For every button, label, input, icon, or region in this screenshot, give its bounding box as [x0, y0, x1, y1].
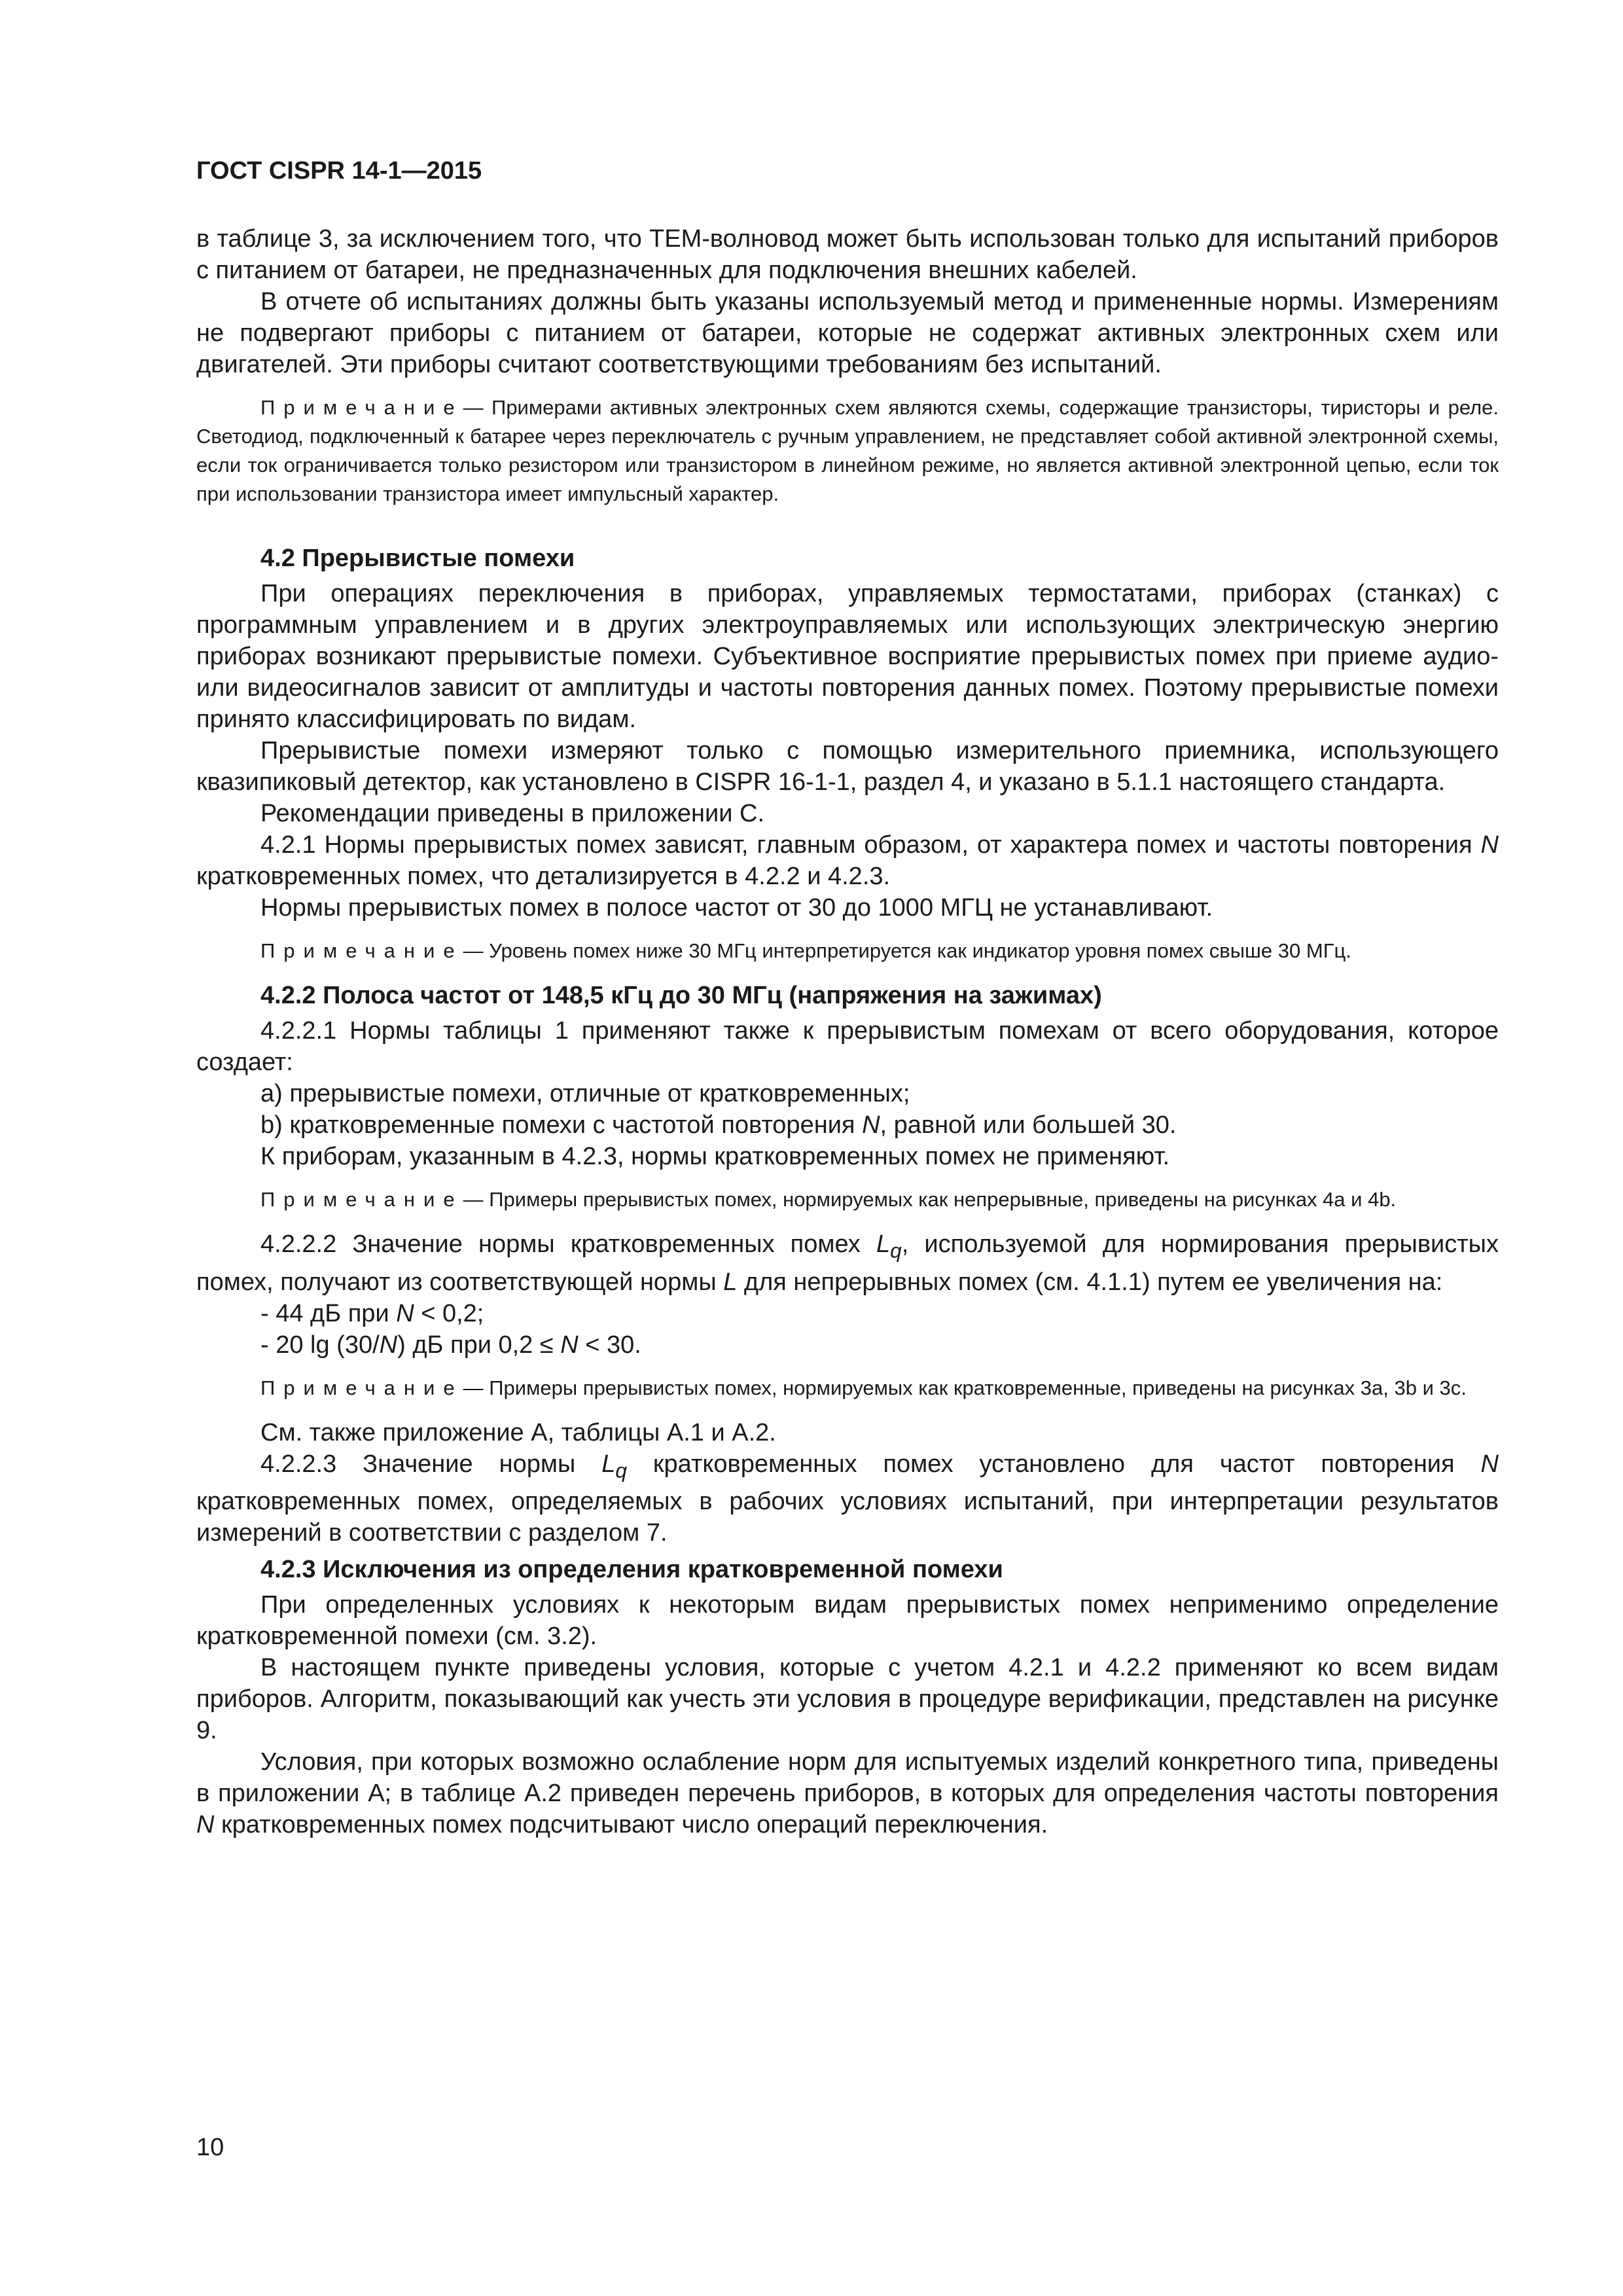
paragraph: 4.2.2.2 Значение нормы кратковременных помех $L_q$, используемой для нормирования прерывистых помех, получают из соответствующей нормы L для непрерывных помех (см. 4.1.1) путем ее увеличения на:	[196, 1230, 1499, 1296]
paragraph: См. также приложение А, таблицы А.1 и А.2.	[260, 1418, 776, 1446]
note: Примечание— Уровень помех ниже 30 МГц интерпретируется как индикатор уровня помех свыше 30 МГц.	[260, 939, 1351, 962]
subsection-heading: 4.2.2 Полоса частот от 148,5 кГц до 30 МГц (напряжения на зажимах)	[260, 982, 1102, 1009]
document-header: ГОСТ CISPR 14-1—2015	[196, 157, 482, 185]
list-item: - 20 lg (30/N) дБ при 0,2 ≤ N < 30.	[260, 1331, 641, 1359]
paragraph: При определенных условиях к некоторым видам прерывистых помех неприменимо определение кратковременной помехи (см. 3.2).	[196, 1591, 1499, 1651]
paragraph: Нормы прерывистых помех в полосе частот от 30 до 1000 МГЦ не устанавливают.	[260, 894, 1213, 922]
paragraph: В отчете об испытаниях должны быть указаны используемый метод и примененные нормы. Измерениям не подвергают приборы с питанием от батареи, которые не содержат активных электронных схем или двигателей. Эти приборы считают соответствующими требованиям без испытаний.	[196, 288, 1499, 378]
note-label: Примечание	[260, 396, 463, 419]
section-heading: 4.2 Прерывистые помехи	[260, 545, 575, 572]
paragraph: Прерывистые помехи измеряют только с помощью измерительного приемника, использующего квазипиковый детектор, как установлено в CISPR 16-1-1, раздел 4, и указано в 5.1.1 настоящего стандарта.	[196, 737, 1499, 796]
paragraph: Рекомендации приведены в приложении С.	[260, 800, 765, 827]
note: Примечание— Примерами активных электронных схем являются схемы, содержащие транзисторы, тиристоры и реле. Светодиод, подключенный к батарее через переключатель с ручным управлением, не представляет собой активной электронной схемы, если ток ограничивается только резистором или транзистором в линейном режиме, но является активной электронной цепью, если ток при использовании транзистора имеет импульсный характер.	[196, 396, 1499, 505]
document-page	[196, 156, 1499, 1840]
note-label: Примечание	[260, 1376, 463, 1399]
note-label: Примечание	[260, 1188, 463, 1211]
paragraph: 4.2.2.1 Нормы таблицы 1 применяют также к прерывистым помехам от всего оборудования, которое создает:	[196, 1017, 1499, 1076]
paragraph: Условия, при которых возможно ослабление норм для испытуемых изделий конкретного типа, приведены в приложении А; в таблице А.2 приведен перечень приборов, в которых для определения частоты повторения N кратковременных помех подсчитывают число операций переключения.	[196, 1748, 1499, 1839]
list-item: b) кратковременные помехи с частотой повторения N, равной или большей 30.	[260, 1111, 1177, 1139]
note: Примечание— Примеры прерывистых помех, нормируемых как кратковременные, приведены на рисунках 3a, 3b и 3c.	[260, 1376, 1467, 1399]
subsection-heading: 4.2.3 Исключения из определения кратковременной помехи	[260, 1556, 1003, 1584]
list-item: a) прерывистые помехи, отличные от кратковременных;	[260, 1080, 910, 1107]
list-item: - 44 дБ при N < 0,2;	[260, 1299, 484, 1327]
paragraph: 4.2.1 Нормы прерывистых помех зависят, главным образом, от характера помех и частоты повторения N кратковременных помех, что детализируется в 4.2.2 и 4.2.3.	[196, 831, 1499, 890]
paragraph: в таблице 3, за исключением того, что ТЕМ-волновод может быть использован только для испытаний приборов с питанием от батареи, не предназначенных для подключения внешних кабелей.	[196, 225, 1499, 284]
page-number: 10	[196, 2134, 224, 2161]
paragraph: При операциях переключения в приборах, управляемых термостатами, приборах (станках) с программным управлением и в других электроуправляемых или использующих электрическую энергию приборах возникают прерывистые помехи. Субъективное восприятие прерывистых помех при приеме аудио- или видеосигналов зависит от амплитуды и частоты повторения данных помех. Поэтому прерывистые помехи принято классифицировать по видам.	[196, 580, 1499, 733]
paragraph: 4.2.2.3 Значение нормы $L_q$ кратковременных помех установлено для частот повторения N кратковременных помех, определяемых в рабочих условиях испытаний, при интерпретации результатов измерений в соответствии с разделом 7.	[196, 1450, 1499, 1547]
paragraph: В настоящем пункте приведены условия, которые с учетом 4.2.1 и 4.2.2 применяют ко всем видам приборов. Алгоритм, показывающий как учесть эти условия в процедуре верификации, представлен на рисунке 9.	[196, 1654, 1499, 1745]
note-label: Примечание	[260, 939, 463, 962]
note: Примечание— Примеры прерывистых помех, нормируемых как непрерывные, приведены на рисунках 4а и 4b.	[260, 1188, 1397, 1211]
paragraph: К приборам, указанным в 4.2.3, нормы кратковременных помех не применяют.	[260, 1143, 1170, 1170]
